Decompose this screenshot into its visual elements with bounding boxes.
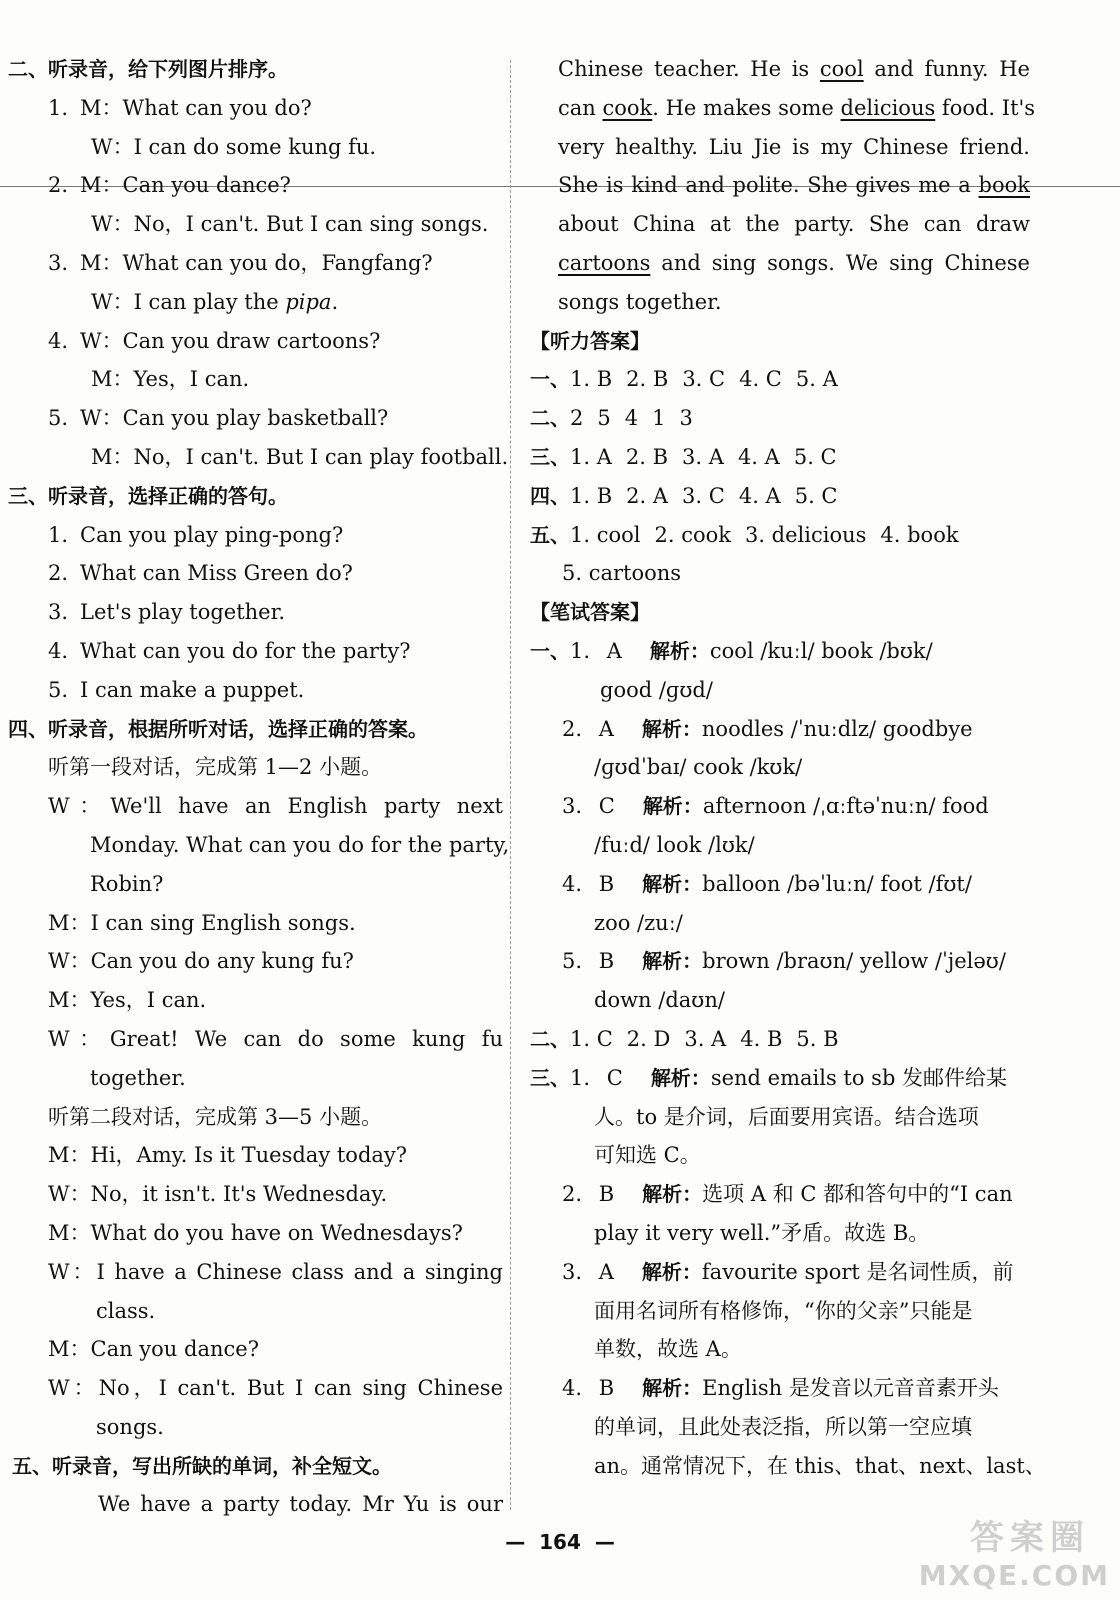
w1-item-5b: down /daʊn/ [594, 988, 725, 1013]
watermark-top: 答案圈 [970, 1518, 1090, 1558]
answer: 3. delicious [744, 522, 867, 547]
s3-item-2 [8, 554, 503, 593]
listening-row-5 [530, 516, 1030, 555]
answer: A [606, 638, 622, 663]
speaker: W： [48, 949, 91, 974]
answer: 3. A [684, 1026, 727, 1051]
item-number: 3. [562, 794, 583, 819]
analysis-label: 解析： [642, 1182, 703, 1207]
item-number: 4. [562, 871, 583, 896]
s4-d2-line-6 [8, 1369, 503, 1408]
w1-item-3 [530, 787, 1030, 826]
answer: 5. B [796, 1026, 839, 1051]
answer: 1. B [570, 483, 613, 508]
w3-item-1b: 人。to 是介词，后面要用宾语。结合选项 [594, 1104, 979, 1129]
item-number: 4. [48, 328, 69, 353]
s4-d1-line-5 [8, 1020, 503, 1059]
item-number: 1. [570, 1065, 591, 1090]
s4-d2-line-3 [8, 1214, 503, 1253]
s2-item-1-a: W：I can do some kung fu. [91, 134, 377, 159]
left-column [8, 50, 510, 1524]
analysis-text: cool /kuːl/ book /bʊk/ [709, 638, 933, 663]
answer: 2. cook [654, 522, 731, 547]
w1-item-2b: /ɡʊdˈbaɪ/ cook /kʊk/ [594, 755, 803, 780]
answer: C [598, 794, 615, 819]
passage-text: can [558, 95, 603, 120]
answer-word-cartoons: cartoons [558, 250, 651, 275]
answer: 2. B [625, 444, 669, 469]
item-number: 4. [562, 1376, 583, 1401]
pipa-word: pipa [285, 289, 332, 314]
dialogue-line: Great! We can do some kung fu [109, 1026, 503, 1051]
passage-line-2 [530, 89, 1036, 128]
answer: 4. book [880, 522, 959, 547]
period: . [331, 289, 339, 314]
row-label: 二、 [530, 1026, 570, 1051]
item-number: 2. [562, 716, 583, 741]
dialogue-line: Yes，I can. [90, 988, 207, 1013]
passage-text: and funny. He [863, 57, 1030, 81]
w3-item-2b: play it very well.”矛盾。故选 B。 [594, 1220, 930, 1245]
item-number: 1. [48, 522, 69, 547]
answer: 3. C [682, 483, 725, 508]
item-number: 1. [570, 638, 591, 663]
listening-row-2 [530, 399, 1030, 438]
answer-word-cool: cool [819, 57, 864, 81]
s4-d2-line-6b: songs. [96, 1414, 164, 1439]
s2-item-3-q [8, 244, 503, 283]
s2-item-4-a: M：Yes，I can. [91, 367, 250, 392]
dialogue-line: Can you dance? [90, 1337, 259, 1362]
analysis-label: 解析： [642, 1376, 703, 1401]
s2-item-2-a: W：No，I can't. But I can sing songs. [91, 212, 489, 237]
analysis-label: 解析： [641, 1259, 702, 1284]
dialogue-line: W：I can play the [91, 289, 286, 314]
s4-d2-line-4 [8, 1253, 503, 1292]
answer: 1. C [570, 1026, 613, 1051]
s2-item-2-q [8, 166, 503, 205]
passage-line-5: about China at the party. She can draw [558, 212, 1030, 237]
w1-item-1b: good /ɡʊd/ [600, 677, 713, 702]
answer-word-cook: cook [602, 95, 653, 120]
item-number: 4. [48, 638, 69, 663]
w3-item-2 [530, 1175, 1030, 1214]
s4-d1-line-1c: Robin? [90, 871, 164, 896]
item-number: 3. [48, 600, 69, 625]
w1-item-2 [530, 710, 1030, 749]
answer: 3 [679, 406, 693, 431]
dialogue-line: What do you have on Wednesdays? [90, 1220, 463, 1245]
speaker: W： [48, 1026, 110, 1051]
s4-d2-line-2 [8, 1175, 503, 1214]
w3-item-4c: an。通常情况下，在 this、that、next、last、 [594, 1453, 1046, 1478]
passage-line-7: songs together. [558, 289, 722, 314]
answer: 2. B [626, 367, 669, 392]
sentence: What can Miss Green do? [80, 561, 353, 586]
dialogue-line: M：What can you do，Fangfang? [80, 250, 433, 275]
page-number-value: 164 [539, 1530, 581, 1554]
right-column [530, 50, 1046, 1485]
analysis-text: send emails to sb 发邮件给某 [710, 1065, 1008, 1090]
s2-item-5-q [8, 399, 503, 438]
speaker: M： [48, 988, 91, 1013]
answer: A [598, 716, 614, 741]
answer: 2. A [626, 483, 669, 508]
passage-text: and sing songs. We sing Chinese [650, 250, 1030, 275]
passage-line-3: very healthy. Liu Jie is my Chinese friend. [558, 134, 1030, 159]
answer: B [598, 871, 615, 896]
answer: 4. A [737, 444, 780, 469]
written-answers-title: 【笔试答案】 [530, 600, 650, 625]
analysis-label: 解析： [642, 871, 703, 896]
analysis-label: 解析： [641, 716, 702, 741]
row-label: 二、 [530, 406, 570, 431]
s4-d1-line-1 [8, 787, 503, 826]
listening-row-4 [530, 477, 1030, 516]
w1-item-4 [530, 865, 1030, 904]
w3-item-4b: 的单词，且此处表泛指，所以第一空应填 [594, 1414, 972, 1439]
answer: A [598, 1259, 614, 1284]
dialogue-line: I have a Chinese class and a singing [96, 1259, 503, 1284]
s2-item-1-q [8, 89, 503, 128]
w1-item-1 [530, 632, 1030, 671]
answer: 4 [624, 406, 639, 431]
item-number: 1. [48, 95, 69, 120]
analysis-text: noodles /ˈnuːdlz/ goodbye [701, 716, 973, 741]
s4-intro-1: 听第一段对话，完成第 1—2 小题。 [48, 755, 383, 780]
dash: — [594, 1530, 615, 1554]
w3-item-3b: 面用名词所有格修饰，“你的父亲”只能是 [594, 1298, 973, 1323]
w1-item-5 [530, 942, 1030, 981]
answer-word-book: book [978, 173, 1030, 198]
sentence: I can make a puppet. [80, 677, 305, 702]
answer: 5 [597, 406, 611, 431]
s3-item-3 [8, 593, 503, 632]
dialogue-line: We'll have an English party next [110, 794, 503, 819]
row-label: 五、 [530, 522, 570, 547]
s3-item-5 [8, 671, 503, 710]
answer: 3. A [682, 444, 724, 469]
s4-d2-line-1 [8, 1136, 503, 1175]
analysis-text: favourite sport 是名词性质，前 [701, 1259, 1014, 1284]
answer: 5. C [794, 483, 838, 508]
row-label: 一、 [530, 638, 570, 663]
passage-text: food. It's [935, 95, 1036, 120]
item-number: 2. [48, 173, 69, 198]
s4-d2-line-5 [8, 1330, 503, 1369]
sentence: Can you play ping-pong? [80, 522, 344, 547]
w3-item-3c: 单数，故选 A。 [594, 1337, 742, 1362]
speaker: M： [48, 1143, 91, 1168]
section-4-title: 四、听录音，根据所听对话，选择正确的答案。 [8, 716, 428, 741]
dialogue-line: Hi，Amy. Is it Tuesday today? [90, 1143, 408, 1168]
item-number: 2. [48, 561, 69, 586]
item-number: 5. [48, 406, 69, 431]
s5-passage-line-1: We have a party today. Mr Yu is our [98, 1492, 503, 1517]
analysis-label: 解析： [649, 638, 710, 663]
answer: B [598, 1182, 615, 1207]
dash: — [505, 1530, 526, 1554]
row-label: 三、 [530, 444, 570, 469]
s3-item-4 [8, 632, 503, 671]
item-number: 3. [48, 250, 69, 275]
speaker: W： [48, 1182, 91, 1207]
answer: 4. C [739, 367, 782, 392]
sentence: What can you do for the party? [80, 638, 411, 663]
analysis-label: 解析： [642, 794, 703, 819]
item-number: 3. [562, 1259, 583, 1284]
section-3-title: 三、听录音，选择正确的答句。 [8, 483, 288, 508]
dialogue-line: M：What can you do? [80, 95, 312, 120]
item-number: 5. [48, 677, 69, 702]
dialogue-line: No，it isn't. It's Wednesday. [90, 1182, 388, 1207]
section-2-title: 二、听录音，给下列图片排序。 [8, 57, 288, 81]
speaker: W： [48, 1259, 97, 1284]
s4-d1-line-5b: together. [90, 1065, 186, 1090]
answer: 1. A [570, 444, 612, 469]
analysis-text: English 是发音以元音音素开头 [702, 1376, 999, 1401]
listening-row-3 [530, 438, 1030, 477]
w2-row [530, 1020, 1030, 1059]
passage-text: Chinese teacher. He is [558, 57, 820, 81]
dialogue-line: I can sing English songs. [90, 910, 356, 935]
w1-item-3b: /fuːd/ look /lʊk/ [594, 832, 755, 857]
w3-item-4 [530, 1369, 1030, 1408]
w3-item-1 [530, 1059, 1030, 1098]
dialogue-line: M：Can you dance? [80, 173, 291, 198]
row-label: 一、 [530, 367, 570, 392]
passage-line-4 [530, 166, 1030, 205]
answer: B [598, 1376, 615, 1401]
s3-item-1 [8, 516, 503, 555]
speaker: M： [48, 1220, 91, 1245]
w1-item-4b: zoo /zuː/ [594, 910, 683, 935]
answer-word-delicious: delicious [840, 95, 936, 120]
item-number: 2. [562, 1182, 583, 1207]
answer: 2. D [626, 1026, 671, 1051]
answer: 2 [570, 406, 584, 431]
w3-item-1c: 可知选 C。 [594, 1143, 701, 1168]
speaker: M： [48, 1337, 91, 1362]
answer: 1. B [570, 367, 613, 392]
listening-answers-title: 【听力答案】 [530, 328, 650, 353]
watermark-logo [910, 1510, 1110, 1600]
listening-row-1 [530, 360, 1030, 399]
analysis-text: balloon /bəˈluːn/ foot /fʊt/ [702, 871, 972, 896]
answer: 5. C [793, 444, 837, 469]
analysis-text: 选项 A 和 C 都和答句中的“I can [702, 1182, 1013, 1207]
s2-item-3-a [8, 283, 503, 322]
dialogue-line: Can you do any kung fu? [90, 949, 354, 974]
column-divider [510, 60, 511, 1510]
item-number: 5. [562, 949, 583, 974]
answer: 4. A [738, 483, 781, 508]
section-5-title: 五、听录音，写出所缺的单词，补全短文。 [12, 1453, 392, 1478]
s4-intro-2: 听第二段对话，完成第 3—5 小题。 [48, 1104, 383, 1129]
passage-text: She is kind and polite. She gives me a [558, 173, 979, 198]
passage-line-1 [530, 50, 1030, 89]
sentence: Let's play together. [80, 600, 286, 625]
listening-row-5-cont: 5. cartoons [562, 561, 682, 586]
row-label: 四、 [530, 483, 570, 508]
s4-d1-line-1b: Monday. What can you do for the party, [90, 832, 510, 857]
s4-d1-line-2 [8, 904, 503, 943]
s4-d1-line-3 [8, 942, 503, 981]
analysis-label: 解析： [642, 949, 703, 974]
answer: 1. cool [570, 522, 641, 547]
row-label: 三、 [530, 1065, 570, 1090]
speaker: W： [48, 1376, 99, 1401]
answer: B [598, 949, 615, 974]
answer: 4. B [740, 1026, 783, 1051]
s2-item-4-q [8, 322, 503, 361]
speaker: W： [48, 794, 111, 819]
s4-d1-line-4 [8, 981, 503, 1020]
analysis-label: 解析： [650, 1065, 711, 1090]
passage-text: . He makes some [652, 95, 841, 120]
s4-d2-line-4b: class. [96, 1298, 156, 1323]
answer: 3. C [682, 367, 726, 392]
answer: C [606, 1065, 623, 1090]
speaker: M： [48, 910, 91, 935]
dialogue-line: W：Can you draw cartoons? [80, 328, 381, 353]
passage-line-6 [530, 244, 1030, 283]
analysis-text: brown /braʊn/ yellow /ˈjeləʊ/ [702, 949, 1006, 974]
analysis-text: afternoon /ˌɑːftəˈnuːn/ food [702, 794, 989, 819]
s2-item-5-a: M：No，I can't. But I can play football. [91, 444, 509, 469]
watermark-bottom: MXQE.COM [918, 1559, 1110, 1592]
answer: 5. A [795, 367, 838, 392]
dialogue-line: W：Can you play basketball? [80, 406, 389, 431]
answer: 1 [652, 406, 666, 431]
w3-item-3 [530, 1253, 1030, 1292]
dialogue-line: No，I can't. But I can sing Chinese [98, 1376, 503, 1401]
